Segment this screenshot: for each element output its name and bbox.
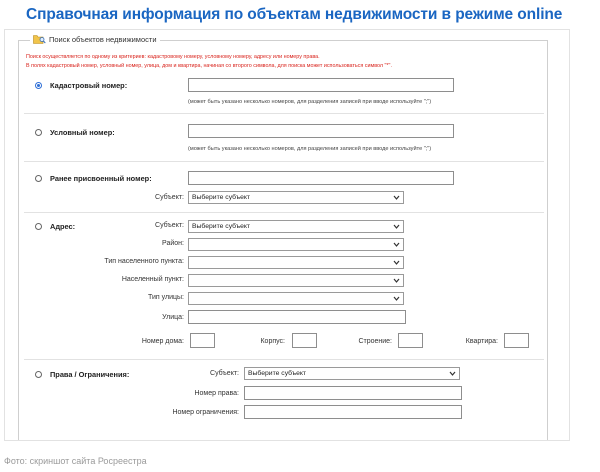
apartment-input[interactable] <box>504 333 529 348</box>
street-input[interactable] <box>188 310 406 324</box>
right-number-input[interactable] <box>244 386 462 400</box>
previous-subject-select[interactable] <box>188 191 404 204</box>
previous-number-label: Ранее присвоенный номер: <box>50 174 152 183</box>
settlement-label: Населенный пункт: <box>121 276 184 283</box>
address-subject-label: Субъект: <box>155 222 184 229</box>
conditional-label: Условный номер: <box>50 128 115 137</box>
right-number-label: Номер права: <box>194 390 239 397</box>
fieldset-legend <box>30 34 160 44</box>
rights-subject-select[interactable] <box>244 367 460 380</box>
address-radio[interactable] <box>35 223 42 230</box>
cadastral-radio[interactable] <box>35 82 42 89</box>
conditional-hint: (может быть указано несколько номеров, для разделения записей при вводе используйте ";") <box>188 146 432 152</box>
chevron-down-icon <box>393 223 400 230</box>
chevron-down-icon <box>393 194 400 201</box>
restriction-number-label: Номер ограничения: <box>172 409 239 416</box>
settlement-type-select[interactable] <box>188 256 404 269</box>
rights-subject-value: Выберите субъект <box>248 370 307 377</box>
structure-input[interactable] <box>398 333 423 348</box>
settlement-select[interactable] <box>188 274 404 287</box>
district-select[interactable] <box>188 238 404 251</box>
folder-search-icon <box>33 34 46 44</box>
rights-label: Права / Ограничения: <box>50 370 130 379</box>
restriction-number-input[interactable] <box>244 405 462 419</box>
chevron-down-icon <box>449 370 456 377</box>
conditional-radio[interactable] <box>35 129 42 136</box>
settlement-type-label: Тип населенного пункта: <box>104 258 184 265</box>
photo-caption: Фото: скриншот сайта Росреестра <box>4 456 147 466</box>
separator <box>24 113 544 114</box>
address-subject-select[interactable] <box>188 220 404 233</box>
separator <box>24 212 544 213</box>
address-label: Адрес: <box>50 222 76 231</box>
notice-line-2: В полях кадастровый номер, условный номер, улица, дом и квартира, начиная со второго символа, для поиска может использоваться символ "*". <box>26 63 392 69</box>
previous-subject-value: Выберите субъект <box>192 194 251 201</box>
separator <box>24 161 544 162</box>
notice-line-1: Поиск осуществляется по одному из критериев: кадастровому номеру, условному номеру, адресу или номеру права. <box>26 54 320 60</box>
street-label: Улица: <box>162 314 184 321</box>
cadastral-label: Кадастровый номер: <box>50 81 128 90</box>
conditional-input[interactable] <box>188 124 454 138</box>
previous-number-input[interactable] <box>188 171 454 185</box>
rights-subject-label: Субъект: <box>210 370 239 377</box>
cadastral-hint: (может быть указано несколько номеров, для разделения записей при вводе используйте ";") <box>188 99 432 105</box>
separator <box>24 359 544 360</box>
address-subject-value: Выберите субъект <box>192 223 251 230</box>
chevron-down-icon <box>393 295 400 302</box>
previous-subject-label: Субъект: <box>155 194 184 201</box>
district-label: Район: <box>162 240 184 247</box>
chevron-down-icon <box>393 259 400 266</box>
legend-label: Поиск объектов недвижимости <box>49 34 157 44</box>
chevron-down-icon <box>393 277 400 284</box>
street-type-select[interactable] <box>188 292 404 305</box>
previous-number-radio[interactable] <box>35 175 42 182</box>
chevron-down-icon <box>393 241 400 248</box>
street-type-label: Тип улицы: <box>148 294 184 301</box>
page-title: Справочная информация по объектам недвижимости в режиме online <box>26 6 563 23</box>
structure-label: Строение: <box>358 338 392 345</box>
building-label: Корпус: <box>260 338 285 345</box>
apartment-label: Квартира: <box>465 338 498 345</box>
rights-radio[interactable] <box>35 371 42 378</box>
building-input[interactable] <box>292 333 317 348</box>
cadastral-input[interactable] <box>188 78 454 92</box>
house-number-input[interactable] <box>190 333 215 348</box>
house-number-label: Номер дома: <box>141 338 184 345</box>
